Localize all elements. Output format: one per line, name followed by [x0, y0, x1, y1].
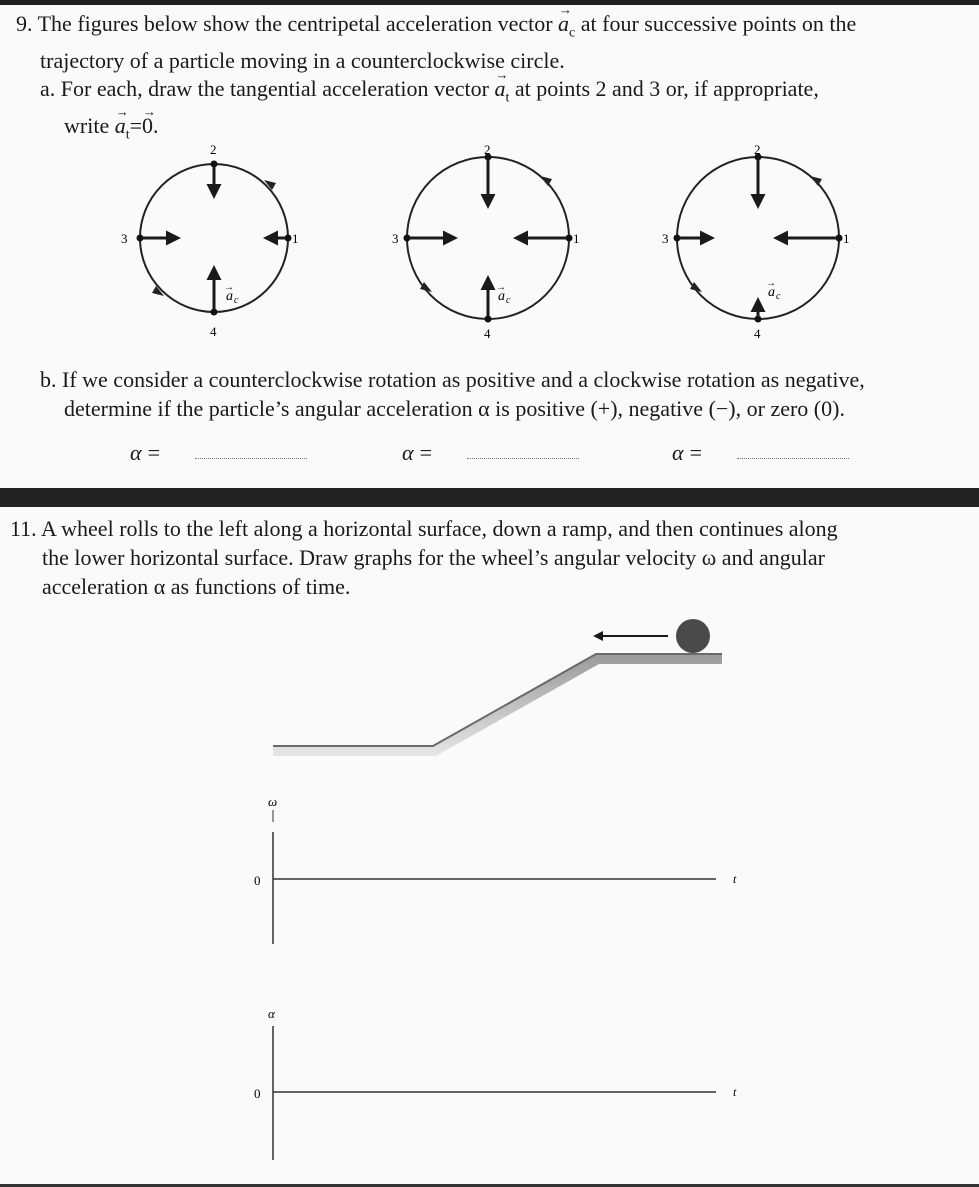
fig1-vector-sub: c	[234, 295, 239, 306]
centripetal-vector-symbol: → a	[558, 10, 569, 38]
zero-vector: → 0	[142, 112, 153, 140]
fig3-label-1: 1	[843, 231, 850, 246]
fig2-vector-sub: c	[506, 295, 511, 306]
fig2-vector-arrow: →	[496, 282, 506, 293]
question-9-line2: trajectory of a particle moving in a counterclockwise circle.	[40, 48, 565, 74]
alpha-answer-1: α =	[130, 440, 160, 465]
fig2-vector-label: a	[498, 289, 505, 304]
omega-time-label: t	[733, 872, 737, 886]
part-b-line2: determine if the particle’s angular acceleration α is positive (+), negative (−), or zero (0).	[64, 396, 845, 421]
part-a-label: a.	[40, 76, 56, 101]
question-11-line3: acceleration α as functions of time.	[42, 574, 351, 599]
question-9-part-b	[40, 365, 970, 423]
fig2-label-4: 4	[484, 326, 491, 341]
omega-origin-label: 0	[254, 873, 261, 888]
fig3-vector-arrow: →	[766, 278, 776, 289]
question-11-number: 11.	[10, 516, 37, 541]
tangential-vector-sub: t	[505, 90, 510, 106]
question-11-text	[10, 514, 970, 601]
tangential-vector-symbol-2: → a	[115, 112, 126, 140]
circle-figure-2	[392, 142, 580, 341]
alpha-answer-1-blank[interactable]	[195, 458, 307, 459]
omega-graph	[254, 794, 737, 944]
fig3-vector-sub: c	[776, 291, 781, 302]
question-11-line2: the lower horizontal surface. Draw graphs for the wheel’s angular velocity ω and angular	[42, 545, 825, 570]
fig1-label-3: 3	[121, 231, 128, 246]
part-a-write: write	[64, 113, 110, 139]
alpha-answer-3: α =	[672, 440, 702, 465]
circle-figure-3	[662, 142, 850, 341]
fig2-label-1: 1	[573, 231, 580, 246]
wheel	[676, 619, 710, 653]
circle-figure-1	[121, 142, 299, 339]
tangential-vector-symbol: → a	[494, 75, 505, 103]
fig2-label-2: 2	[484, 142, 491, 157]
fig1-label-2: 2	[210, 142, 217, 157]
fig3-label-2: 2	[754, 142, 761, 157]
question-9-line1-end: at four successive points on the	[580, 11, 857, 36]
fig1-label-4: 4	[210, 324, 217, 339]
part-a-line1-end: at points 2 and 3 or, if appropriate,	[514, 76, 819, 101]
omega-axis-label: ω	[268, 794, 278, 809]
fig2-label-3: 3	[392, 231, 399, 246]
alpha-answer-3-blank[interactable]	[737, 458, 849, 459]
part-a-period: .	[153, 113, 159, 139]
part-b-line1: If we consider a counterclockwise rotation as positive and a clockwise rotation as negative,	[62, 367, 865, 392]
fig1-vector-arrow: →	[224, 282, 234, 293]
fig3-label-3: 3	[662, 231, 669, 246]
fig1-label-1: 1	[292, 231, 299, 246]
alpha-answer-2: α =	[402, 440, 432, 465]
part-a-line1: For each, draw the tangential acceleration vector	[60, 76, 489, 101]
question-9-number: 9.	[16, 11, 33, 36]
alpha-graph	[254, 1006, 737, 1160]
alpha-answer-2-blank[interactable]	[467, 458, 579, 459]
fig3-label-4: 4	[754, 326, 761, 341]
part-a-equals: =	[129, 113, 143, 139]
tangential-vector-sub-2: t	[125, 127, 130, 143]
question-11-line1: A wheel rolls to the left along a horizontal surface, down a ramp, and then continues along	[40, 516, 838, 541]
alpha-origin-label: 0	[254, 1086, 261, 1101]
section-divider	[0, 488, 979, 507]
fig3-vector-label: a	[768, 285, 775, 300]
ramp-diagram	[273, 619, 722, 756]
question-9-line1: The figures below show the centripetal acceleration vector	[37, 11, 553, 36]
alpha-time-label: t	[733, 1085, 737, 1099]
fig1-vector-label: a	[226, 289, 233, 304]
part-b-label: b.	[40, 367, 57, 392]
alpha-axis-label: α	[268, 1006, 275, 1021]
centripetal-vector-sub: c	[569, 25, 576, 41]
